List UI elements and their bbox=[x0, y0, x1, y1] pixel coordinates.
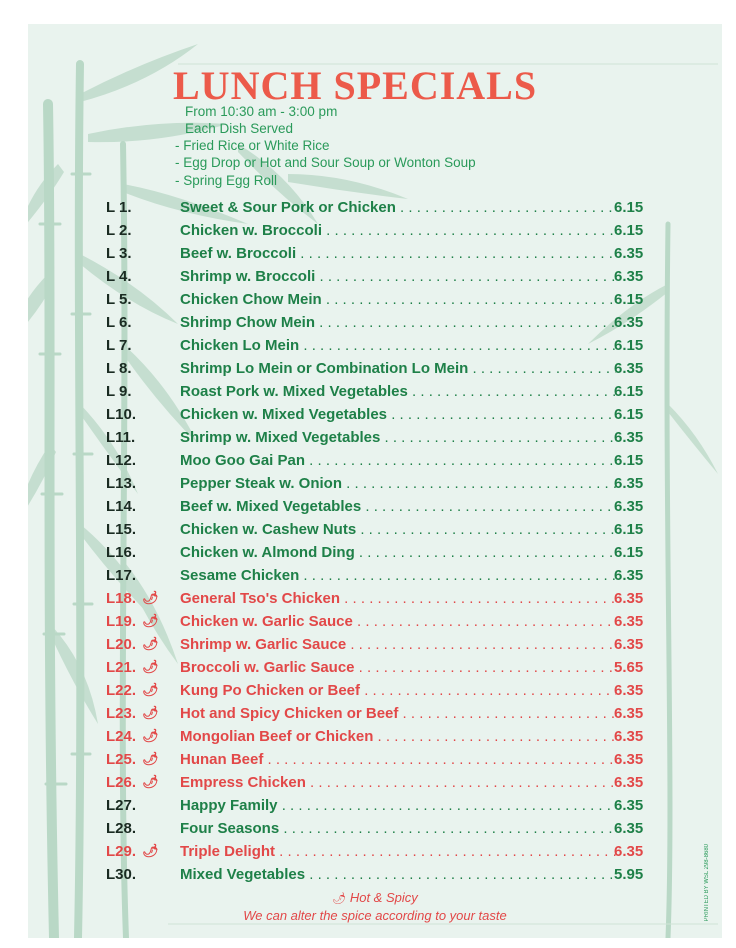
menu-item bbox=[28, 429, 722, 451]
menu-item-price: 6.15 bbox=[614, 291, 644, 308]
page-title: LUNCH SPECIALS bbox=[173, 63, 538, 108]
menu-item bbox=[28, 659, 722, 681]
menu-item bbox=[28, 866, 722, 888]
menu-item-number: L14. bbox=[106, 498, 137, 515]
menu-item-number: L18. bbox=[106, 590, 137, 607]
menu-item-name: Moo Goo Gai Pan . . . bbox=[180, 452, 616, 469]
menu-item-price: 6.35 bbox=[614, 268, 644, 285]
served-with-rice: - Fried Rice or White Rice bbox=[175, 138, 330, 153]
hot-spicy-label: Hot & Spicy bbox=[349, 890, 418, 905]
menu-item-number: L17. bbox=[106, 567, 137, 584]
chili-pepper-icon: 🌶 bbox=[142, 636, 159, 651]
menu-item-price: 6.35 bbox=[614, 774, 644, 791]
menu-item bbox=[28, 843, 722, 865]
menu-item-name: Shrimp Lo Mein or Combination Lo Mein . . . bbox=[180, 360, 616, 377]
menu-item-name: General Tso's Chicken . . . bbox=[180, 590, 616, 607]
menu-item bbox=[28, 682, 722, 704]
menu-item-name: Mongolian Beef or Chicken . . . bbox=[180, 728, 616, 745]
served-intro-text: Each Dish Served bbox=[185, 121, 294, 136]
menu-item-number: L28. bbox=[106, 820, 137, 837]
menu-item-name: Kung Po Chicken or Beef . . . bbox=[180, 682, 616, 699]
menu-item-price: 6.35 bbox=[614, 567, 644, 584]
menu-item-price: 6.35 bbox=[614, 498, 644, 515]
chili-pepper-icon: 🌶 bbox=[142, 613, 159, 628]
hot-spicy-legend bbox=[28, 890, 722, 905]
menu-item bbox=[28, 360, 722, 382]
menu-item-name: Hot and Spicy Chicken or Beef . . . bbox=[180, 705, 616, 722]
menu-item-price: 6.35 bbox=[614, 314, 644, 331]
menu-item-price: 5.95 bbox=[614, 866, 644, 883]
chili-pepper-icon: 🌶 bbox=[142, 843, 159, 858]
menu-item-price: 5.65 bbox=[614, 659, 644, 676]
menu-item bbox=[28, 613, 722, 635]
menu-item bbox=[28, 314, 722, 336]
hours-text: From 10:30 am - 3:00 pm bbox=[185, 104, 338, 119]
menu-item-number: L27. bbox=[106, 797, 137, 814]
menu-item bbox=[28, 222, 722, 244]
menu-item bbox=[28, 498, 722, 520]
menu-item-price: 6.35 bbox=[614, 613, 644, 630]
menu-item-number: L 5. bbox=[106, 291, 132, 308]
chili-pepper-icon: 🌶 bbox=[332, 893, 347, 905]
menu-item bbox=[28, 820, 722, 842]
menu-item bbox=[28, 268, 722, 290]
menu-item bbox=[28, 705, 722, 727]
menu-item bbox=[28, 337, 722, 359]
menu-item-name: Broccoli w. Garlic Sauce . . . bbox=[180, 659, 616, 676]
menu-item bbox=[28, 567, 722, 589]
menu-item-price: 6.35 bbox=[614, 728, 644, 745]
menu-item-number: L13. bbox=[106, 475, 137, 492]
menu-item-name: Hunan Beef . . . bbox=[180, 751, 616, 768]
menu-item-number: L19. bbox=[106, 613, 137, 630]
menu-item-price: 6.15 bbox=[614, 452, 644, 469]
served-with-egg-roll: - Spring Egg Roll bbox=[175, 173, 278, 188]
menu-item-name: Chicken Chow Mein . . . bbox=[180, 291, 616, 308]
menu-item-name: Chicken w. Garlic Sauce . . . bbox=[180, 613, 616, 630]
menu-item-number: L16. bbox=[106, 544, 137, 561]
menu-item bbox=[28, 636, 722, 658]
menu-item-price: 6.15 bbox=[614, 544, 644, 561]
menu-item-price: 6.15 bbox=[614, 383, 644, 400]
menu-item bbox=[28, 728, 722, 750]
menu-item-number: L 7. bbox=[106, 337, 132, 354]
menu-item-price: 6.35 bbox=[614, 843, 644, 860]
menu-item-price: 6.35 bbox=[614, 820, 644, 837]
menu-item-price: 6.15 bbox=[614, 521, 644, 538]
spice-note: We can alter the spice according to your taste bbox=[243, 908, 507, 923]
menu-item-price: 6.15 bbox=[614, 222, 644, 239]
menu-item bbox=[28, 475, 722, 497]
menu-item-price: 6.35 bbox=[614, 797, 644, 814]
menu-item-price: 6.35 bbox=[614, 751, 644, 768]
chili-pepper-icon: 🌶 bbox=[142, 659, 159, 674]
menu-item-number: L11. bbox=[106, 429, 136, 446]
menu-item bbox=[28, 291, 722, 313]
menu-item bbox=[28, 199, 722, 221]
menu-item-number: L10. bbox=[106, 406, 137, 423]
menu-item-name: Sweet & Sour Pork or Chicken . . . bbox=[180, 199, 616, 216]
menu-item-number: L25. bbox=[106, 751, 137, 768]
chili-pepper-icon: 🌶 bbox=[142, 682, 159, 697]
menu-item-name: Chicken w. Broccoli . . . bbox=[180, 222, 616, 239]
menu-item bbox=[28, 406, 722, 428]
menu-item-price: 6.35 bbox=[614, 360, 644, 377]
menu-item-name: Mixed Vegetables . . . bbox=[180, 866, 616, 883]
menu-item bbox=[28, 383, 722, 405]
menu-item-number: L 1. bbox=[106, 199, 132, 216]
menu-item-price: 6.35 bbox=[614, 705, 644, 722]
menu-item-number: L20. bbox=[106, 636, 137, 653]
menu-item-name: Shrimp w. Garlic Sauce . . . bbox=[180, 636, 616, 653]
menu-item-name: Triple Delight . . . bbox=[180, 843, 616, 860]
menu-item-number: L 2. bbox=[106, 222, 132, 239]
menu-item-number: L29. bbox=[106, 843, 137, 860]
menu-item-price: 6.15 bbox=[614, 337, 644, 354]
menu-item-price: 6.35 bbox=[614, 429, 644, 446]
menu-item-name: Empress Chicken . . . bbox=[180, 774, 616, 791]
menu-item bbox=[28, 245, 722, 267]
menu-item-name: Happy Family . . . bbox=[180, 797, 616, 814]
menu-item bbox=[28, 544, 722, 566]
menu-item-name: Beef w. Mixed Vegetables . . . bbox=[180, 498, 616, 515]
menu-item bbox=[28, 452, 722, 474]
menu-item-number: L26. bbox=[106, 774, 137, 791]
menu-item-number: L24. bbox=[106, 728, 137, 745]
menu-item-name: Beef w. Broccoli . . . bbox=[180, 245, 616, 262]
menu-sheet bbox=[28, 24, 722, 938]
menu-item-name: Roast Pork w. Mixed Vegetables . . . bbox=[180, 383, 616, 400]
menu-item-name: Chicken w. Almond Ding . . . bbox=[180, 544, 616, 561]
chili-pepper-icon: 🌶 bbox=[142, 705, 159, 720]
menu-item bbox=[28, 521, 722, 543]
menu-item-name: Chicken Lo Mein . . . bbox=[180, 337, 616, 354]
menu-item-name: Chicken w. Mixed Vegetables . . . bbox=[180, 406, 616, 423]
menu-item-number: L12. bbox=[106, 452, 137, 469]
menu-item-name: Sesame Chicken . . . bbox=[180, 567, 616, 584]
menu-item-number: L23. bbox=[106, 705, 137, 722]
menu-item-price: 6.35 bbox=[614, 590, 644, 607]
chili-pepper-icon: 🌶 bbox=[142, 728, 159, 743]
served-with-soup: - Egg Drop or Hot and Sour Soup or Wonton Soup bbox=[175, 155, 476, 170]
menu-item-name: Chicken w. Cashew Nuts . . . bbox=[180, 521, 616, 538]
menu-item-number: L 4. bbox=[106, 268, 132, 285]
menu-item-price: 6.35 bbox=[614, 636, 644, 653]
menu-item-name: Four Seasons . . . bbox=[180, 820, 616, 837]
menu-item-number: L 6. bbox=[106, 314, 132, 331]
menu-item bbox=[28, 751, 722, 773]
menu-item bbox=[28, 797, 722, 819]
menu-item-price: 6.35 bbox=[614, 475, 644, 492]
menu-item-name: Shrimp w. Broccoli . . . bbox=[180, 268, 616, 285]
menu-item-number: L22. bbox=[106, 682, 137, 699]
printer-mark: PRINTED BY WSL 298-8680 bbox=[704, 844, 710, 922]
menu-item-price: 6.35 bbox=[614, 682, 644, 699]
chili-pepper-icon: 🌶 bbox=[142, 751, 159, 766]
chili-pepper-icon: 🌶 bbox=[142, 774, 159, 789]
menu-item-number: L30. bbox=[106, 866, 137, 883]
menu-item-number: L21. bbox=[106, 659, 137, 676]
menu-item-name: Pepper Steak w. Onion . . . bbox=[180, 475, 616, 492]
menu-item-number: L15. bbox=[106, 521, 137, 538]
menu-item-name: Shrimp w. Mixed Vegetables . . . bbox=[180, 429, 616, 446]
menu-item-number: L 3. bbox=[106, 245, 132, 262]
menu-item-number: L 9. bbox=[106, 383, 132, 400]
menu-item-price: 6.15 bbox=[614, 406, 644, 423]
menu-item-price: 6.35 bbox=[614, 245, 644, 262]
chili-pepper-icon: 🌶 bbox=[142, 590, 159, 605]
menu-item bbox=[28, 590, 722, 612]
menu-item bbox=[28, 774, 722, 796]
menu-item-price: 6.15 bbox=[614, 199, 644, 216]
menu-item-name: Shrimp Chow Mein . . . bbox=[180, 314, 616, 331]
menu-item-number: L 8. bbox=[106, 360, 132, 377]
